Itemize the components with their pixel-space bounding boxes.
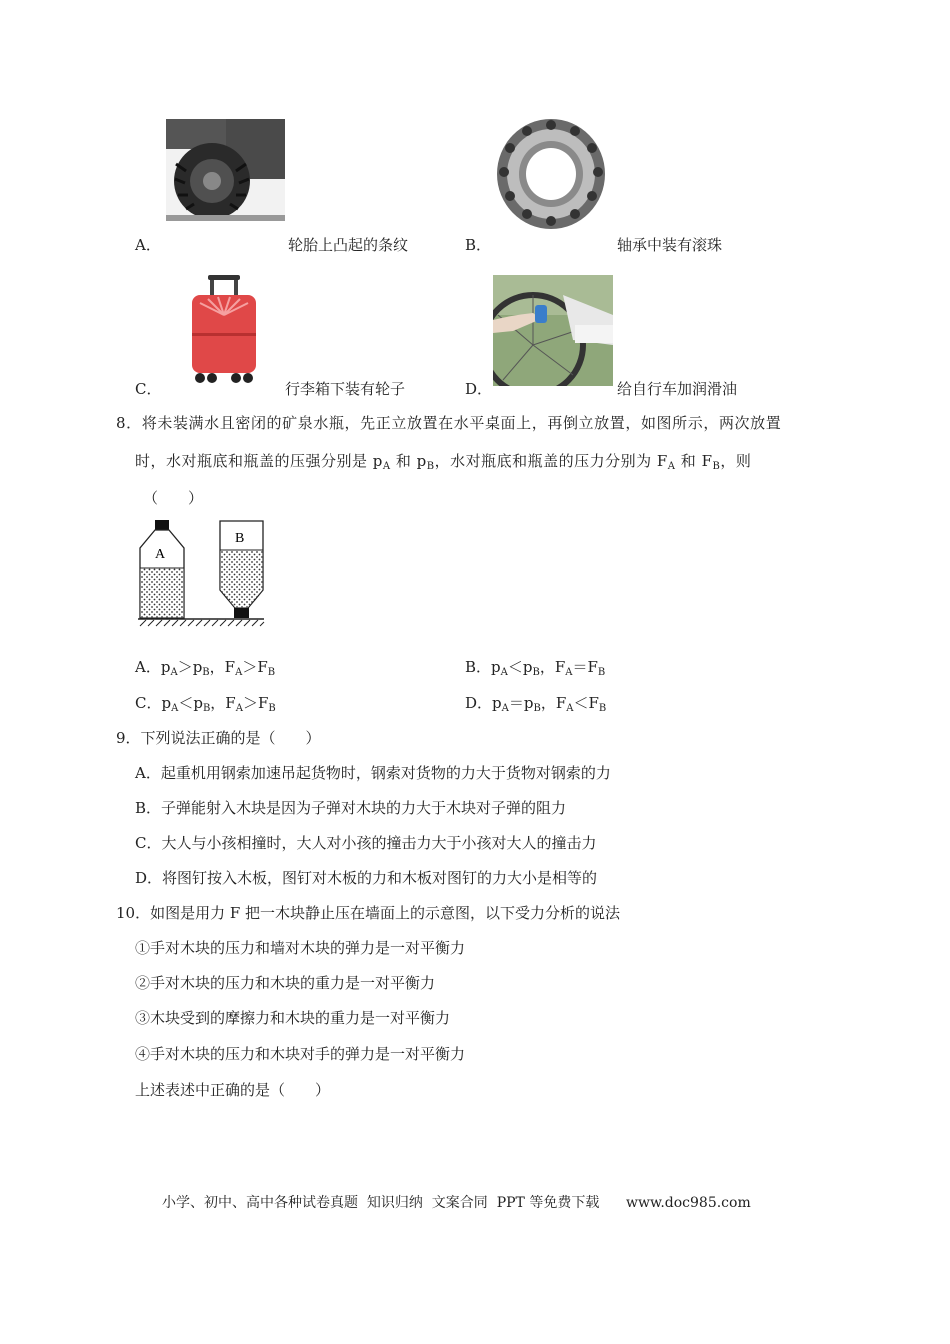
subscript-b: B — [533, 703, 541, 714]
q7-option-a-text: 轮胎上凸起的条纹 — [288, 236, 409, 254]
subscript-a: A — [565, 667, 573, 678]
q8-line2-part: 时，水对瓶底和瓶盖的压强分别是 p — [135, 452, 383, 470]
option-label: A． — [135, 658, 161, 676]
q10-ask: 上述表述中正确的是（ ） — [135, 1081, 331, 1099]
subscript-b: B — [268, 703, 276, 714]
subscript-b: B — [597, 667, 606, 678]
q10-statement-2: ②手对木块的压力和木块的重力是一对平衡力 — [135, 974, 436, 992]
bicycle-oil-image — [493, 275, 613, 386]
q10-statement-3: ③木块受到的摩擦力和木块的重力是一对平衡力 — [135, 1009, 451, 1027]
q9-option-d: D．将图钉按入木板，图钉对木板的力和木板对图钉的力大小是相等的 — [135, 869, 598, 887]
option-part: ＜p — [507, 658, 533, 676]
option-part: ，F — [209, 658, 236, 676]
q9-option-b: B．子弹能射入木块是因为子弹对木块的力大于木块对子弹的阻力 — [135, 799, 567, 817]
option-part: p — [160, 658, 171, 676]
subscript-a: A — [235, 667, 243, 678]
q7-option-d-text: 给自行车加润滑油 — [617, 380, 738, 398]
subscript-a: A — [170, 667, 178, 678]
q8-line2-part: 和 p — [390, 452, 427, 470]
option-part: p — [491, 658, 501, 676]
q9-option-a: A．起重机用钢索加速吊起货物时，钢索对货物的力大于货物对钢索的力 — [135, 764, 611, 782]
q8-option-a — [135, 656, 275, 678]
q8-option-c — [135, 692, 276, 714]
subscript-a: A — [382, 461, 391, 472]
q9-option-c: C．大人与小孩相撞时，大人对小孩的撞击力大于小孩对大人的撞击力 — [135, 834, 597, 852]
option-part: ，F — [540, 694, 567, 712]
option-part: ＞p — [177, 658, 203, 676]
q8-option-d — [465, 692, 606, 714]
q8-option-b — [465, 656, 605, 678]
subscript-a: A — [566, 703, 574, 714]
q8-stem-line2 — [135, 450, 751, 472]
option-part: ＞F — [242, 694, 269, 712]
q8-stem-line1: 8．将未装满水且密闭的矿泉水瓶，先正立放置在水平桌面上，再倒立放置，如图所示，两次放置 — [116, 414, 782, 432]
q7-option-a-label: A． — [135, 236, 161, 254]
q7-option-c-text: 行李箱下装有轮子 — [285, 380, 406, 398]
q8-line2-part: 和 F — [675, 452, 713, 470]
subscript-a: A — [235, 703, 243, 714]
q7-option-b-text: 轴承中装有滚珠 — [617, 236, 723, 254]
ball-bearing-image — [493, 116, 606, 231]
q7-option-b-label: B． — [465, 236, 492, 254]
q8-line2-part: ，则 — [720, 452, 752, 470]
subscript-b: B — [712, 461, 721, 472]
subscript-a: A — [667, 461, 676, 472]
option-part: ＞F — [242, 658, 268, 676]
option-part: ＜F — [573, 694, 599, 712]
q10-statement-4: ④手对木块的压力和木块对手的弹力是一对平衡力 — [135, 1045, 466, 1063]
subscript-a: A — [500, 667, 508, 678]
subscript-a: A — [171, 703, 179, 714]
option-part: ＝F — [572, 658, 598, 676]
q9-stem: 9．下列说法正确的是（ ） — [116, 729, 321, 747]
option-label: D． — [465, 694, 493, 712]
option-label: C． — [135, 694, 162, 712]
option-part: p — [492, 694, 502, 712]
q7-option-c-label: C． — [135, 380, 162, 398]
bottle-a-label: A — [155, 547, 166, 562]
subscript-b: B — [202, 703, 211, 714]
subscript-b: B — [202, 667, 210, 678]
q10-statement-1: ①手对木块的压力和墙对木块的弹力是一对平衡力 — [135, 939, 466, 957]
q7-option-d-label: D． — [465, 380, 493, 398]
q10-stem: 10．如图是用力 F 把一木块静止压在墙面上的示意图，以下受力分析的说法 — [116, 904, 621, 922]
page-footer: 小学、初中、高中各种试卷真题 知识归纳 文案合同 PPT 等免费下载 www.doc985.com — [162, 1195, 751, 1211]
suitcase-image — [186, 275, 262, 385]
q8-answer-paren: （ ） — [143, 489, 204, 507]
q8-line2-part: ，水对瓶底和瓶盖的压力分别为 F — [434, 452, 668, 470]
option-label: B． — [465, 658, 492, 676]
option-part: ＜p — [178, 694, 203, 712]
tractor-tire-image — [166, 119, 285, 221]
option-part: ＝p — [508, 694, 534, 712]
bottle-b-label: B — [235, 531, 245, 546]
bottles-diagram — [138, 518, 266, 628]
subscript-b: B — [532, 667, 540, 678]
option-part: ，F — [539, 658, 566, 676]
subscript-b: B — [426, 461, 435, 472]
option-part: ，F — [210, 694, 236, 712]
option-part: p — [161, 694, 172, 712]
subscript-b: B — [598, 703, 607, 714]
subscript-b: B — [267, 667, 276, 678]
subscript-a: A — [501, 703, 509, 714]
